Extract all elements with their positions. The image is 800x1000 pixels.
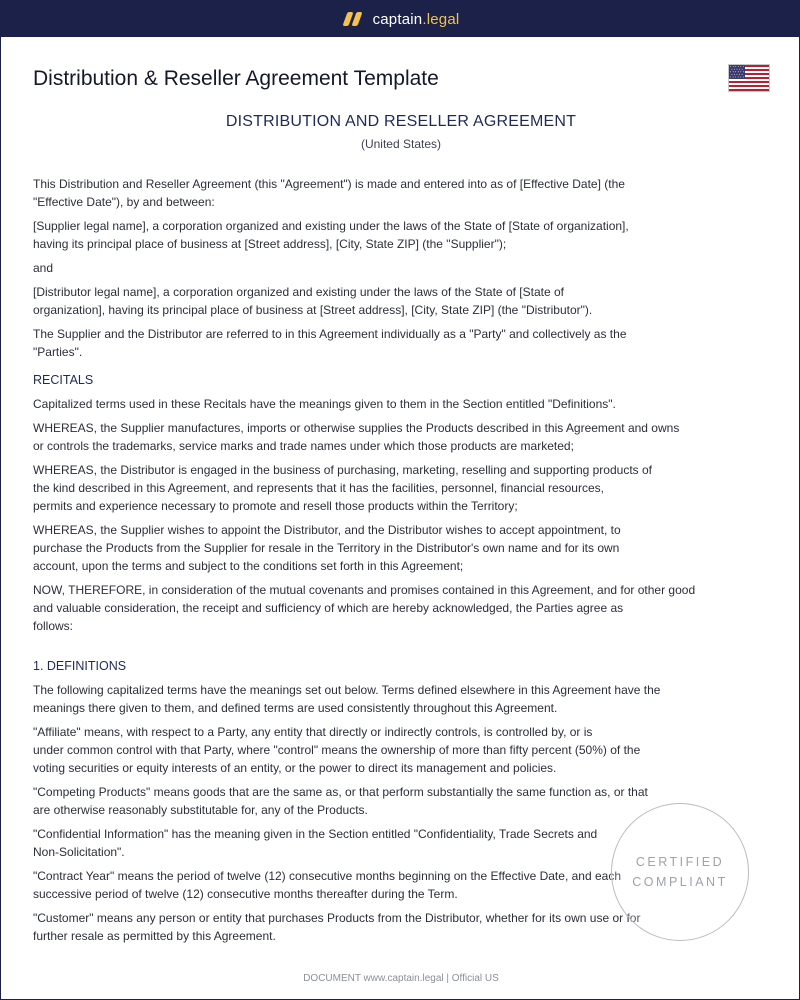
and-paragraph: and: [33, 261, 54, 275]
brand-logo[interactable]: [343, 11, 460, 28]
recital-paragraph: Capitalized terms used in these Recitals have the meanings given to them in the Section entitled "Definitions".: [33, 397, 616, 411]
definition-paragraph: "Competing Products" means goods that are the same as, or that perform substantially the same function as, or that are otherwise reasonably substitutable for, any of the Products.: [33, 785, 648, 817]
document-heading: DISTRIBUTION AND RESELLER AGREEMENT: [225, 113, 577, 130]
supplier-paragraph: [Supplier legal name], a corporation organized and existing under the laws of the State of [State of organization], having its principal place of business at [Street address], [City, State ZIP] (the "Supplier");: [33, 219, 629, 251]
certified-compliant-stamp: [611, 803, 749, 941]
recital-paragraph: NOW, THEREFORE, in consideration of the mutual covenants and promises contained in this Agreement, and for other good and valuable consideration, the receipt and sufficiency of which are hereby acknowledged, the Parties agree as follows:: [33, 583, 696, 633]
parties-paragraph: The Supplier and the Distributor are referred to in this Agreement individually as a "Party" and collectively as the "Parties".: [33, 327, 627, 359]
brand-name: captain.legal: [372, 10, 460, 28]
logo-mark-icon: [343, 11, 363, 27]
recital-paragraph: WHEREAS, the Supplier wishes to appoint the Distributor, and the Distributor wishes to accept appointment, to purchase the Products from the Supplier for resale in the Territory in the Distributor's own name and for its own account, upon the terms and subject to the conditions set forth in this Agreement;: [33, 523, 621, 573]
definition-paragraph: "Confidential Information" has the meaning given in the Section entitled "Confidentiality, Trade Secrets and Non-Solicitation".: [33, 827, 598, 859]
recital-paragraph: WHEREAS, the Supplier manufactures, imports or otherwise supplies the Products described in this Agreement and owns or controls the trademarks, service marks and trade names under which those products are marketed;: [33, 421, 680, 453]
recital-paragraph: WHEREAS, the Distributor is engaged in the business of purchasing, marketing, reselling and supporting products of the kind described in this Agreement, and represents that it has the facilities, personnel, financial resources, permits and experience necessary to promote and resell those products within the Territory;: [33, 463, 652, 513]
definition-paragraph: "Affiliate" means, with respect to a Party, any entity that directly or indirectly controls, is controlled by, or is under common control with that Party, where "control" means the ownership of more than fifty percent (50%) of the voting securities or equity interests of an entity, or the power to direct its management and policies.: [33, 725, 641, 775]
stamp-line: CERTIFIED: [635, 855, 725, 869]
stamp-line: COMPLIANT: [632, 875, 728, 889]
definitions-heading: 1. DEFINITIONS: [33, 659, 127, 673]
footer-text: DOCUMENT www.captain.legal | Official US: [303, 973, 499, 984]
document-subheading: (United States): [360, 137, 442, 151]
definition-paragraph: "Contract Year" means the period of twelve (12) consecutive months beginning on the Effective Date, and each successive period of twelve (12) consecutive months thereafter during the Term.: [33, 869, 621, 901]
intro-paragraph: This Distribution and Reseller Agreement (this "Agreement") is made and entered into as of [Effective Date] (the "Effective Date"), by and between:: [33, 177, 625, 209]
distributor-paragraph: [Distributor legal name], a corporation organized and existing under the laws of the State of [State of organization], having its principal place of business at [Street address], [City, State ZIP] (the "Distributor").: [33, 285, 593, 317]
definition-paragraph: "Customer" means any person or entity that purchases Products from the Distributor, whether for its own use or for further resale as permitted by this Agreement.: [33, 911, 641, 943]
definition-paragraph: The following capitalized terms have the meanings set out below. Terms defined elsewhere in this Agreement have the meanings there given to them, and defined terms are used consistently throughout this Agreement.: [33, 683, 661, 715]
document-header: [33, 113, 769, 151]
top-bar: [1, 1, 800, 37]
page-title: Distribution & Reseller Agreement Template: [33, 67, 439, 90]
recitals-heading: RECITALS: [33, 373, 94, 387]
us-flag-icon: [729, 65, 769, 91]
